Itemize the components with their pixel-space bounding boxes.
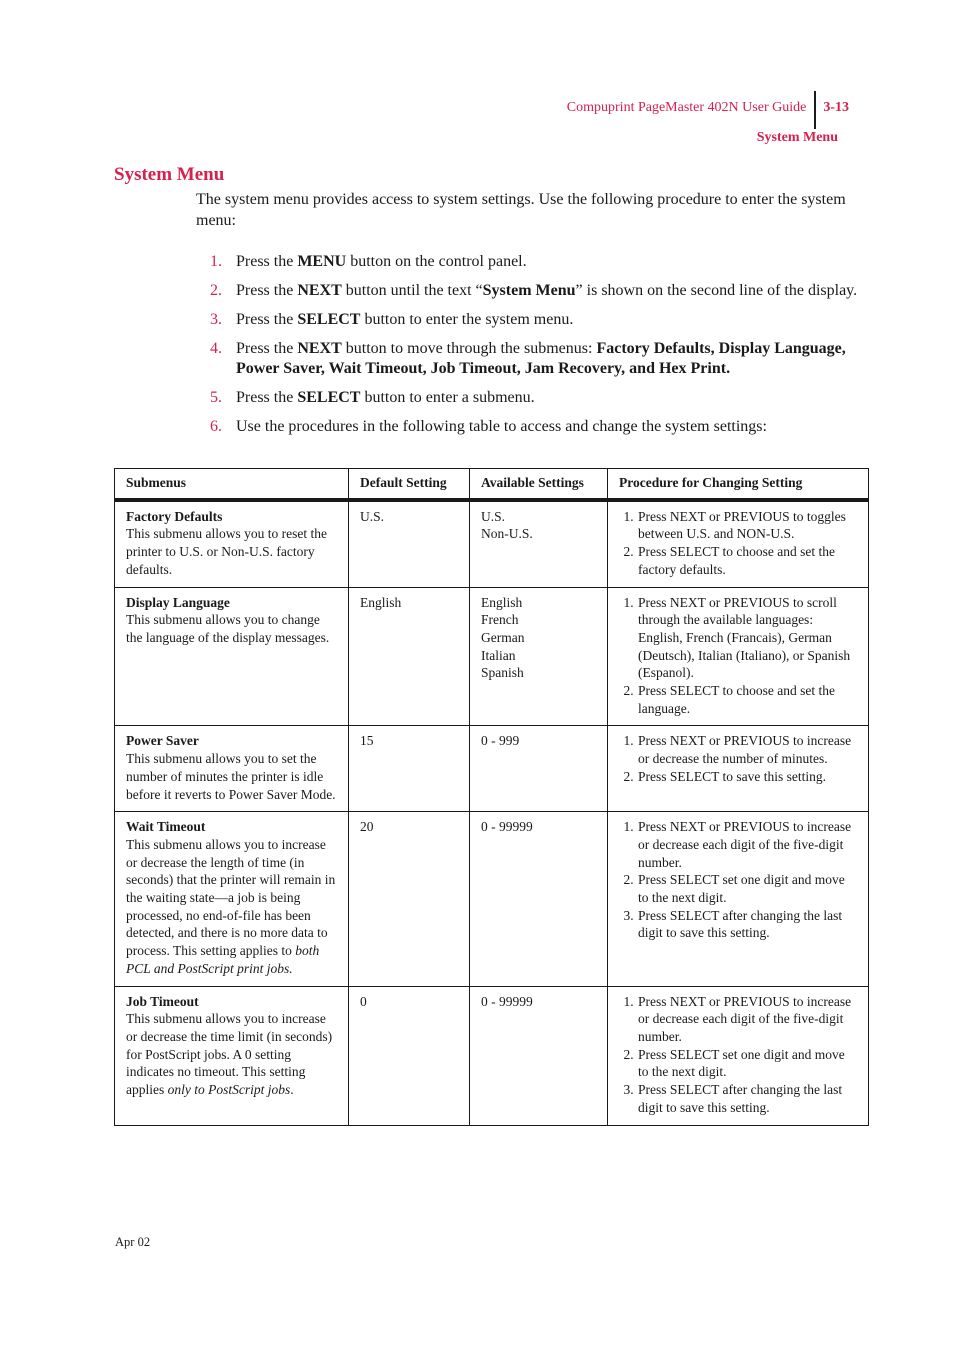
page-header xyxy=(567,99,849,147)
available-option: Non-U.S. xyxy=(481,526,533,542)
header-default-setting: Default Setting xyxy=(349,469,470,500)
available-option: Italian xyxy=(481,647,516,663)
settings-table xyxy=(114,468,869,1126)
default-setting-cell: 20 xyxy=(349,812,470,986)
step-text-part: Press the xyxy=(236,282,298,299)
submenu-cell xyxy=(115,812,349,986)
submenu-name: Wait Timeout xyxy=(126,819,206,835)
submenu-cell xyxy=(115,500,349,587)
procedure-cell xyxy=(608,986,869,1125)
procedure-step: 2. Press SELECT set one digit and move to the next digit. xyxy=(637,1046,858,1081)
step-text-part: button to move through the submenus: xyxy=(341,340,597,357)
step-number: 2. xyxy=(210,282,222,299)
step-text-part: button on the control panel. xyxy=(346,253,527,270)
available-settings-cell xyxy=(470,986,608,1125)
step-text-part: Use the procedures in the following table to access and change the system settings: xyxy=(236,418,767,435)
step-item xyxy=(196,339,872,379)
default-setting-cell: 15 xyxy=(349,726,470,812)
header-section: System Menu xyxy=(756,130,838,145)
procedure-step: 1. Press NEXT or PREVIOUS to increase or decrease each digit of the five-digit number. xyxy=(637,993,858,1046)
step-text-part: Press the xyxy=(236,311,298,328)
available-option: German xyxy=(481,629,525,645)
step-text-part: Press the xyxy=(236,253,298,270)
step-keyword: NEXT xyxy=(297,340,342,357)
guide-title: Compuprint PageMaster 402N User Guide xyxy=(566,100,807,115)
procedure-steps xyxy=(196,252,872,446)
step-item xyxy=(196,252,872,272)
submenu-description: This submenu allows you to change the language of the display messages. xyxy=(126,612,330,645)
step-text xyxy=(236,417,872,437)
step-item xyxy=(196,281,872,301)
available-settings-cell xyxy=(470,812,608,986)
available-option: U.S. xyxy=(481,508,506,524)
procedure-list xyxy=(619,508,858,579)
step-text-part: Press the xyxy=(236,389,298,406)
step-item xyxy=(196,310,872,330)
header-available-settings: Available Settings xyxy=(470,469,608,500)
default-setting-cell: U.S. xyxy=(349,500,470,587)
table-row xyxy=(115,726,869,812)
procedure-cell xyxy=(608,587,869,726)
header-submenus: Submenus xyxy=(115,469,349,500)
step-number: 4. xyxy=(210,340,222,357)
procedure-step: 2. Press SELECT set one digit and move to the next digit. xyxy=(637,871,858,906)
submenu-description: only to PostScript jobs xyxy=(167,1082,291,1098)
step-keyword: MENU xyxy=(297,253,347,270)
table-row xyxy=(115,587,869,726)
procedure-list xyxy=(619,594,858,718)
step-text xyxy=(236,281,872,301)
procedure-step: 1. Press NEXT or PREVIOUS to increase or decrease each digit of the five-digit number. xyxy=(637,818,858,871)
step-number: 6. xyxy=(210,418,222,435)
step-keyword: Factory Defaults, Display Language, Power Saver, Wait Timeout, Job Timeout, Jam Recovery, and Hex Print. xyxy=(236,340,846,377)
step-text xyxy=(236,310,872,330)
table-row xyxy=(115,500,869,587)
step-text-part: button until the text “ xyxy=(341,282,483,299)
table-row xyxy=(115,812,869,986)
step-number: 1. xyxy=(210,253,222,270)
submenu-description: This submenu allows you to increase or decrease the time limit (in seconds) for PostScript jobs. A 0 setting indicates no timeout. This setting applies xyxy=(126,1011,333,1098)
available-settings-cell xyxy=(470,726,608,812)
default-setting-cell: English xyxy=(349,587,470,726)
procedure-cell xyxy=(608,812,869,986)
intro-paragraph: The system menu provides access to system settings. Use the following procedure to enter the system menu: xyxy=(196,191,846,229)
section-title: System Menu xyxy=(114,164,225,185)
submenu-description: both PCL and PostScript print jobs. xyxy=(126,943,320,976)
procedure-cell xyxy=(608,500,869,587)
step-text-part: button to enter a submenu. xyxy=(360,389,535,406)
submenu-description: This submenu allows you to set the number of minutes the printer is idle before it reverts to Power Saver Mode. xyxy=(126,751,336,802)
submenu-name: Factory Defaults xyxy=(126,508,223,524)
table-row xyxy=(115,986,869,1125)
step-number: 5. xyxy=(210,389,222,406)
step-text xyxy=(236,339,872,379)
available-option: 0 - 99999 xyxy=(481,819,533,835)
procedure-step: 2. Press SELECT to choose and set the language. xyxy=(637,682,858,717)
step-number: 3. xyxy=(210,311,222,328)
step-text xyxy=(236,388,872,408)
step-item xyxy=(196,417,872,437)
submenu-description: This submenu allows you to reset the printer to U.S. or Non-U.S. factory defaults. xyxy=(126,526,327,577)
submenu-cell xyxy=(115,726,349,812)
header-procedure: Procedure for Changing Setting xyxy=(608,469,869,500)
step-text-part: ” is shown on the second line of the display. xyxy=(575,282,858,299)
step-keyword: SELECT xyxy=(297,311,361,328)
default-setting-cell: 0 xyxy=(349,986,470,1125)
submenu-description: This submenu allows you to increase or decrease the length of time (in seconds) that the printer will remain in the waiting state—a job is being processed, no end-of-file has been detected, and there is no more data to process. This setting applies to xyxy=(126,836,336,959)
submenu-cell xyxy=(115,986,349,1125)
procedure-list xyxy=(619,993,858,1117)
step-item xyxy=(196,388,872,408)
procedure-step: 1. Press NEXT or PREVIOUS to scroll through the available languages: English, French (Francais), German (Deutsch), Italian (Italiano), or Spanish (Espanol). xyxy=(637,594,858,683)
available-settings-cell xyxy=(470,587,608,726)
submenu-name: Display Language xyxy=(126,594,230,610)
available-option: 0 - 99999 xyxy=(481,993,533,1009)
submenu-description: . xyxy=(290,1082,294,1098)
procedure-step: 2. Press SELECT to choose and set the factory defaults. xyxy=(637,543,858,578)
footer-date: Apr 02 xyxy=(115,1235,151,1249)
table-body xyxy=(115,500,869,1125)
step-keyword: NEXT xyxy=(297,282,342,299)
available-option: 0 - 999 xyxy=(481,733,520,749)
step-keyword: System Menu xyxy=(482,282,576,299)
procedure-list xyxy=(619,732,858,785)
available-option: English xyxy=(481,594,523,610)
table-header-row xyxy=(115,469,869,500)
step-text xyxy=(236,252,872,272)
step-text-part: button to enter the system menu. xyxy=(360,311,574,328)
submenu-name: Job Timeout xyxy=(126,993,199,1009)
procedure-cell xyxy=(608,726,869,812)
available-option: French xyxy=(481,612,519,628)
procedure-step: 2. Press SELECT to save this setting. xyxy=(637,768,858,786)
page-number: 3-13 xyxy=(823,100,849,115)
step-keyword: SELECT xyxy=(297,389,361,406)
available-settings-cell xyxy=(470,500,608,587)
procedure-step: 3. Press SELECT after changing the last digit to save this setting. xyxy=(637,907,858,942)
procedure-step: 1. Press NEXT or PREVIOUS to toggles between U.S. and NON-U.S. xyxy=(637,508,858,543)
procedure-list xyxy=(619,818,858,942)
procedure-step: 1. Press NEXT or PREVIOUS to increase or decrease the number of minutes. xyxy=(637,732,858,767)
submenu-cell xyxy=(115,587,349,726)
available-option: Spanish xyxy=(481,665,524,681)
submenu-name: Power Saver xyxy=(126,733,199,749)
procedure-step: 3. Press SELECT after changing the last digit to save this setting. xyxy=(637,1081,858,1116)
step-text-part: Press the xyxy=(236,340,298,357)
